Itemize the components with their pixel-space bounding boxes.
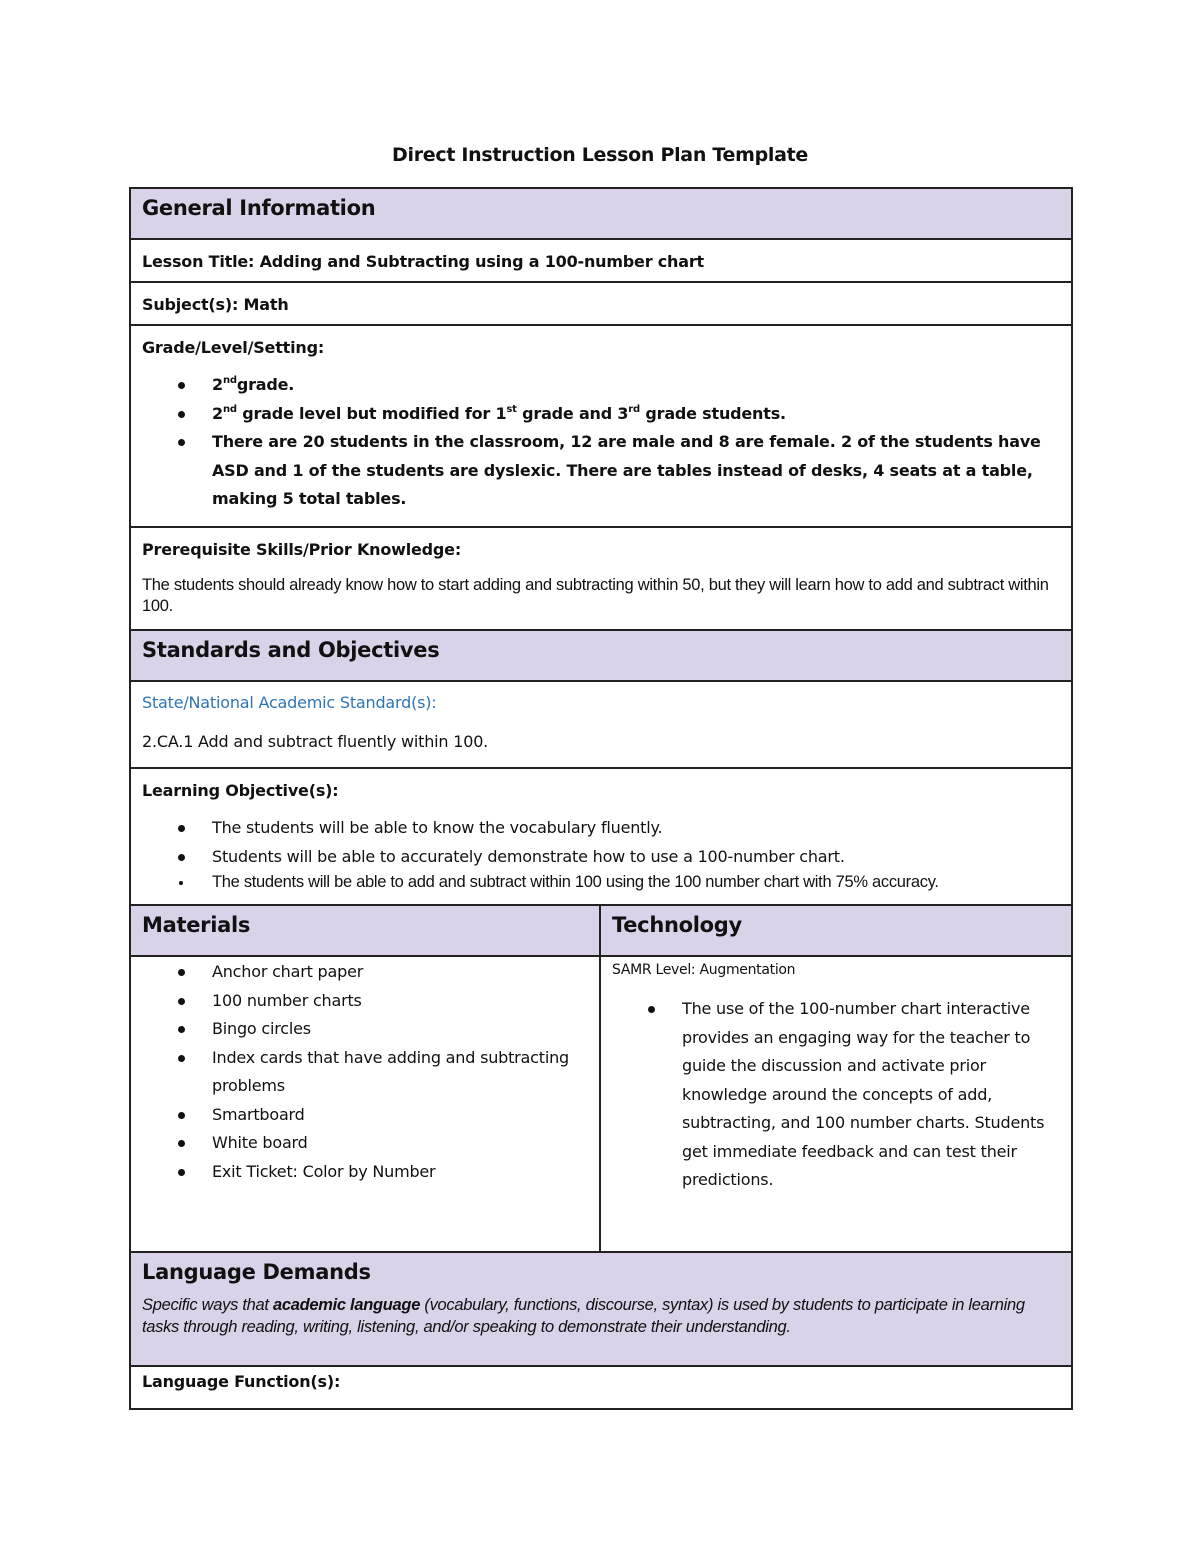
- materials-list: [142, 958, 588, 1186]
- language-function-cell: [130, 1366, 1072, 1409]
- list-item: Smartboard: [142, 1101, 588, 1130]
- grade-text: grade level but modified for 1: [236, 403, 507, 423]
- list-item: There are 20 students in the classroom, 12 are male and 8 are female. 2 of the students have ASD and 1 of the students are dyslexic. There are tables instead of desks, 4 seats at a table, making 5 total tables.: [142, 428, 1060, 514]
- prereq-cell: [130, 527, 1072, 630]
- prereq-text: The students should already know how to start adding and subtracting within 50, but they will learn how to add and subtract within 100.: [142, 576, 1049, 615]
- grade-label: Grade/Level/Setting:: [142, 338, 325, 357]
- list-item: [142, 371, 1060, 400]
- technology-header: [600, 905, 1072, 956]
- list-item: The students will be able to know the vocabulary fluently.: [142, 814, 1060, 843]
- subjects: Subject(s): Math: [142, 295, 289, 314]
- list-item: Anchor chart paper: [142, 958, 588, 987]
- materials-header: [130, 905, 600, 956]
- grade-text: grade students.: [640, 403, 786, 423]
- document-title: Direct Instruction Lesson Plan Template: [392, 144, 808, 166]
- objectives-cell: [130, 768, 1072, 905]
- list-item: The use of the 100-number chart interactive provides an engaging way for the teacher to guide the discussion and activate prior knowledge around the concepts of add, subtracting, and 100 number charts. Students get immediate feedback and can test their predictions.: [612, 995, 1060, 1195]
- list-item: Index cards that have adding and subtracting problems: [142, 1044, 588, 1101]
- grade-num: 2: [212, 375, 223, 394]
- list-item: The students will be able to add and subtract within 100 using the 100 number chart with 75% accuracy.: [142, 871, 1060, 893]
- lesson-title: Lesson Title: Adding and Subtracting using a 100-number chart: [142, 252, 704, 271]
- grade-text: grade and 3: [516, 403, 629, 423]
- grade-text: grade.: [236, 375, 295, 394]
- samr-level: SAMR Level: Augmentation: [612, 962, 796, 978]
- list-item: 100 number charts: [142, 987, 588, 1016]
- language-description: [142, 1284, 1060, 1338]
- objective-label: Learning Objective(s):: [142, 781, 339, 800]
- general-info-header: [130, 188, 1072, 239]
- section-heading: General Information: [142, 196, 376, 220]
- standard-label: State/National Academic Standard(s):: [142, 693, 437, 712]
- standard-cell: [130, 681, 1072, 768]
- section-heading: Standards and Objectives: [142, 638, 440, 662]
- desc-emphasis: academic language: [272, 1296, 421, 1314]
- subjects-cell: [130, 282, 1072, 325]
- section-heading: Language Demands: [142, 1260, 371, 1284]
- ordinal: nd: [222, 375, 237, 386]
- grade-num: 2: [212, 403, 223, 423]
- language-header: [130, 1252, 1072, 1366]
- lesson-title-cell: [130, 239, 1072, 282]
- lesson-plan-table: [129, 187, 1073, 1410]
- ordinal: nd: [222, 403, 237, 415]
- ordinal: rd: [628, 403, 640, 415]
- standards-header: [130, 630, 1072, 681]
- list-item: [142, 400, 1060, 429]
- list-item: White board: [142, 1129, 588, 1158]
- list-item: Students will be able to accurately demonstrate how to use a 100-number chart.: [142, 843, 1060, 872]
- prereq-label: Prerequisite Skills/Prior Knowledge:: [142, 540, 462, 559]
- desc-text: Specific ways that: [142, 1296, 273, 1314]
- objective-list: [142, 814, 1060, 893]
- technology-list: [612, 995, 1060, 1195]
- standard-text: 2.CA.1 Add and subtract fluently within 100.: [142, 732, 489, 751]
- section-heading: Technology: [612, 913, 742, 937]
- section-heading: Materials: [142, 913, 251, 937]
- grade-cell: [130, 325, 1072, 527]
- technology-cell: [600, 956, 1072, 1252]
- materials-cell: [130, 956, 600, 1252]
- list-item: Bingo circles: [142, 1015, 588, 1044]
- general-info-header-row: [130, 188, 1072, 239]
- desc-text: (vocabulary, functions, discourse, syntax) is used by students to participate in learning tasks through reading, writing, listening, and/or speaking to demonstrate their understanding.: [142, 1296, 1025, 1336]
- ordinal: st: [506, 403, 517, 415]
- list-item: Exit Ticket: Color by Number: [142, 1158, 588, 1187]
- grade-list: [142, 371, 1060, 514]
- language-function-label: Language Function(s):: [142, 1372, 341, 1391]
